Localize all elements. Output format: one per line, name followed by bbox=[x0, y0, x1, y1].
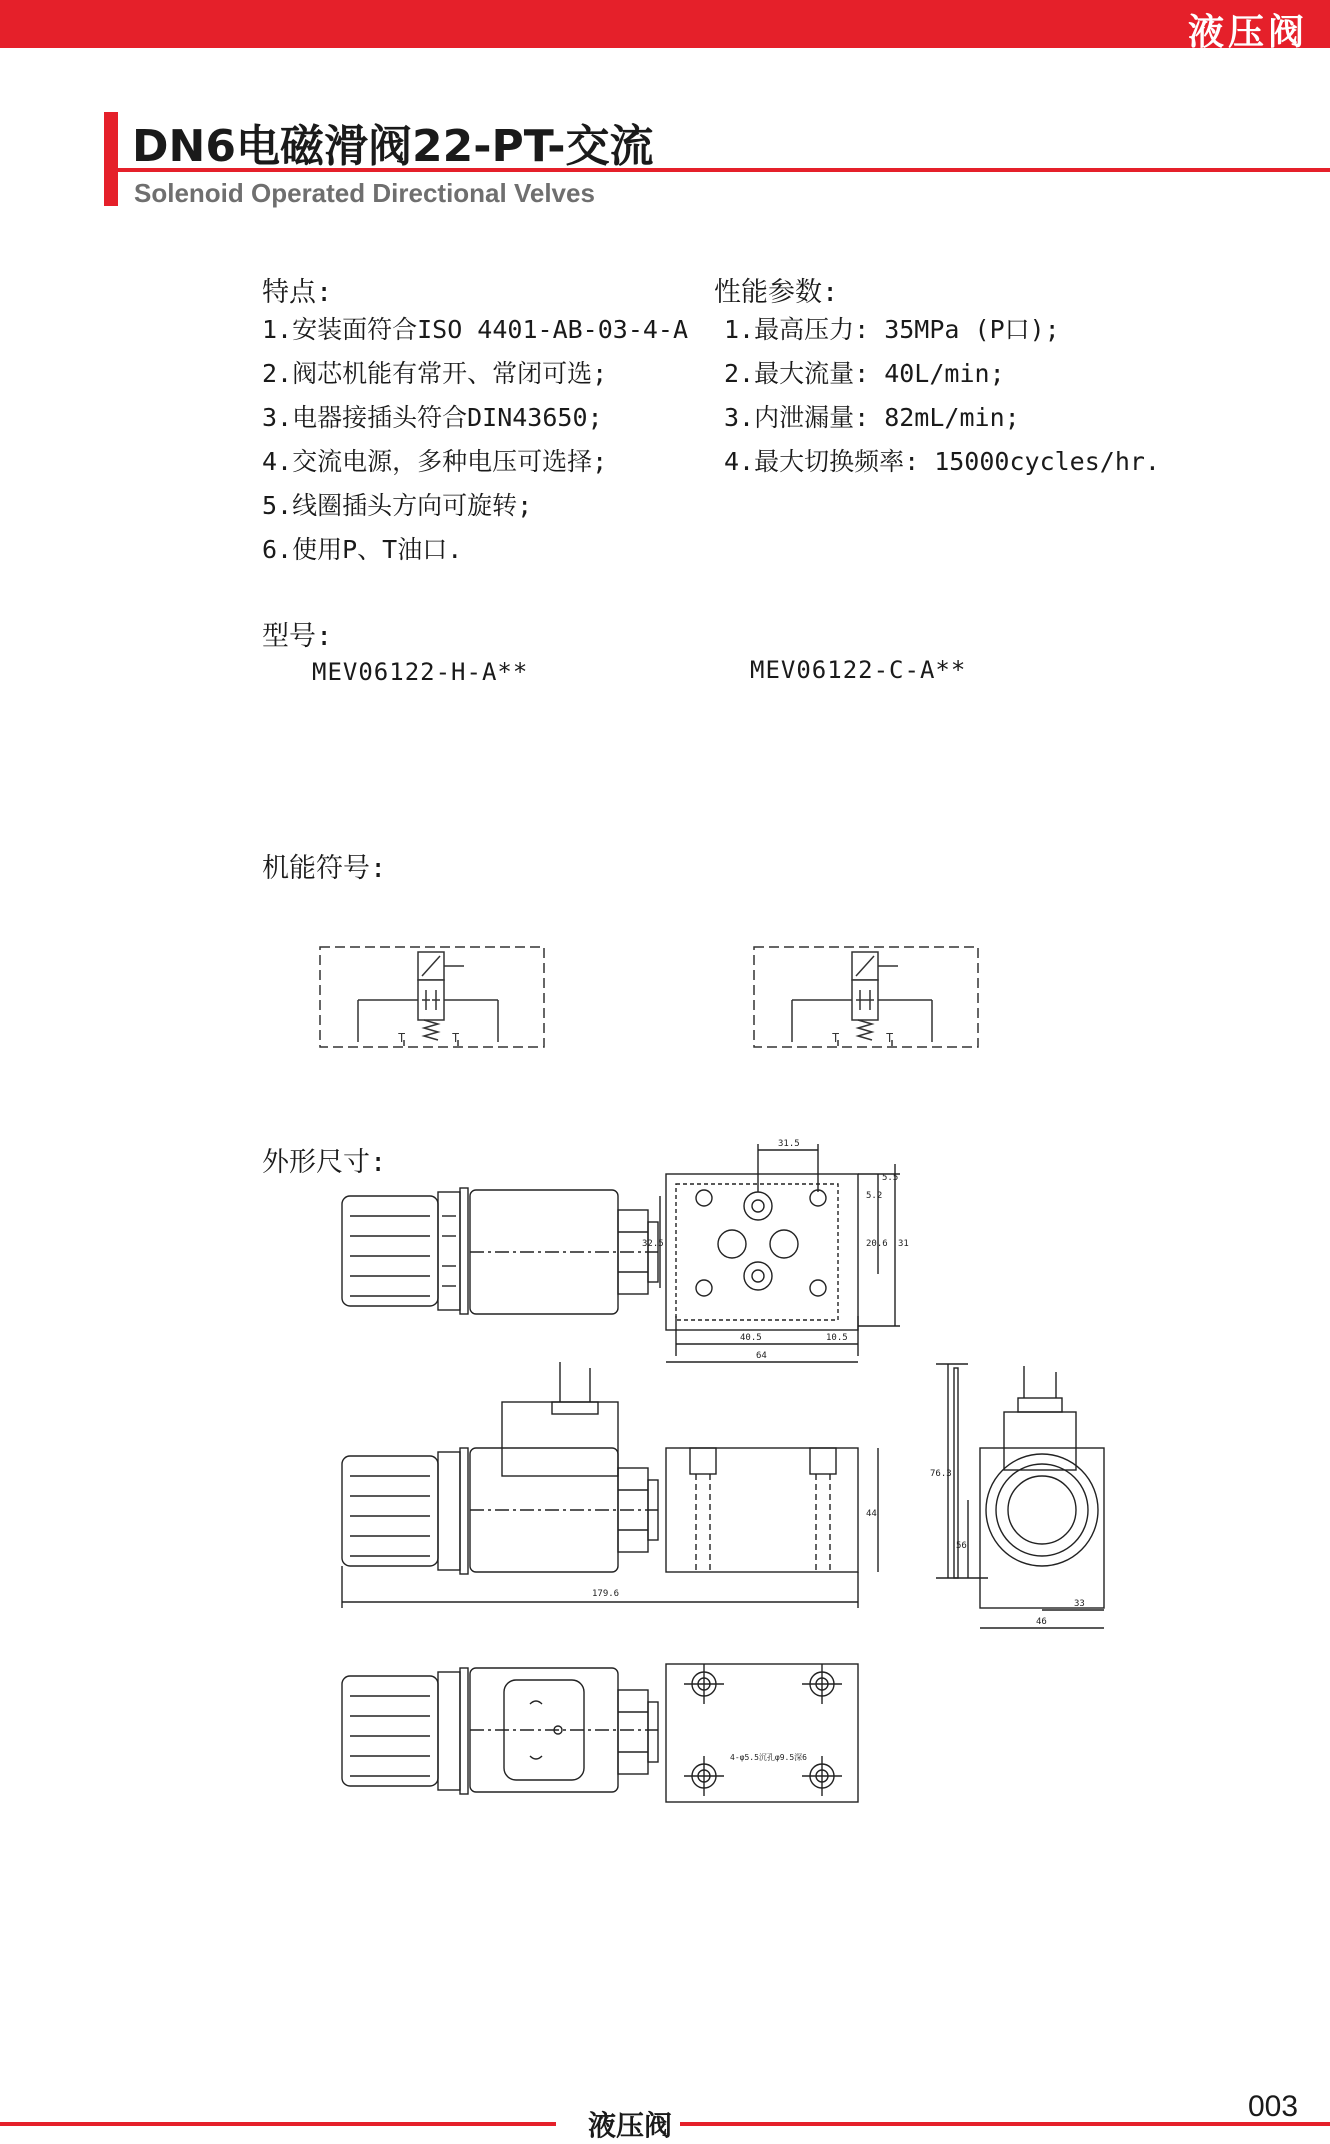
dim-label: 5.5 bbox=[882, 1173, 899, 1183]
dim-label: 64 bbox=[756, 1351, 767, 1361]
feature-item: 4.交流电源，多种电压可选择; bbox=[262, 447, 608, 476]
footer-rule-left bbox=[0, 2122, 556, 2126]
dimensions-heading: 外形尺寸: bbox=[262, 1147, 387, 1178]
footer-brand: 液压阀 bbox=[588, 2109, 673, 2142]
dim-label: 46 bbox=[1036, 1617, 1047, 1627]
header-brand: 液压阀 bbox=[1187, 12, 1308, 53]
param-item: 1.最高压力: 35MPa (P口); bbox=[724, 315, 1060, 344]
symbol-port-label: T bbox=[398, 1031, 406, 1045]
features-heading: 特点: bbox=[262, 277, 333, 308]
feature-item: 3.电器接插头符合DIN43650; bbox=[262, 403, 603, 432]
dim-label: 33 bbox=[1074, 1599, 1085, 1609]
feature-item: 1.安装面符合ISO 4401-AB-03-4-A bbox=[262, 315, 689, 344]
footer-rule-right bbox=[680, 2122, 1330, 2126]
dim-label: 44 bbox=[866, 1509, 877, 1519]
feature-item: 5.线圈插头方向可旋转; bbox=[262, 491, 533, 520]
dim-label: 20.6 bbox=[866, 1239, 888, 1249]
symbol-port-label: T bbox=[886, 1031, 894, 1045]
symbol-diagram-c bbox=[752, 942, 982, 1052]
drawing-side-view bbox=[330, 1356, 930, 1626]
title-accent-bar bbox=[104, 112, 118, 206]
param-item: 3.内泄漏量: 82mL/min; bbox=[724, 403, 1020, 432]
dim-label: 31 bbox=[898, 1239, 909, 1249]
page-title: DN6电磁滑阀22-PT-交流 bbox=[132, 121, 654, 172]
feature-item: 6.使用P、T油口. bbox=[262, 535, 463, 564]
models-heading: 型号: bbox=[262, 621, 333, 652]
dim-label: 56 bbox=[956, 1541, 967, 1551]
param-item: 4.最大切换频率: 15000cycles/hr. bbox=[724, 447, 1160, 476]
features-list bbox=[262, 308, 688, 572]
drawing-top-view bbox=[330, 1136, 930, 1366]
drawing-bottom-view bbox=[330, 1656, 930, 1806]
header-bar bbox=[0, 0, 1330, 53]
model-code-h: MEV06122-H-A** bbox=[312, 658, 529, 686]
symbol-diagram-h bbox=[318, 942, 548, 1052]
symbol-port-label: T bbox=[452, 1031, 460, 1045]
params-heading: 性能参数: bbox=[714, 277, 839, 308]
holes-label: 4-φ5.5沉孔φ9.5深6 bbox=[730, 1753, 807, 1762]
param-item: 2.最大流量: 40L/min; bbox=[724, 359, 1005, 388]
params-list bbox=[724, 308, 1160, 484]
model-code-c: MEV06122-C-A** bbox=[750, 656, 967, 684]
dim-label: 31.5 bbox=[778, 1139, 800, 1149]
dim-label: 5.2 bbox=[866, 1191, 883, 1201]
feature-item: 2.阀芯机能有常开、常闭可选; bbox=[262, 359, 608, 388]
drawing-end-view bbox=[928, 1358, 1128, 1648]
dim-label: 10.5 bbox=[826, 1333, 848, 1343]
dim-label: 76.3 bbox=[930, 1469, 952, 1479]
symbols-heading: 机能符号: bbox=[262, 853, 387, 884]
page-subtitle: Solenoid Operated Directional Velves bbox=[134, 178, 595, 208]
dim-label: 32.5 bbox=[642, 1239, 664, 1249]
dim-label: 40.5 bbox=[740, 1333, 762, 1343]
symbol-port-label: T bbox=[832, 1031, 840, 1045]
page-number: 003 bbox=[1248, 2090, 1299, 2123]
dim-label: 179.6 bbox=[592, 1589, 620, 1599]
